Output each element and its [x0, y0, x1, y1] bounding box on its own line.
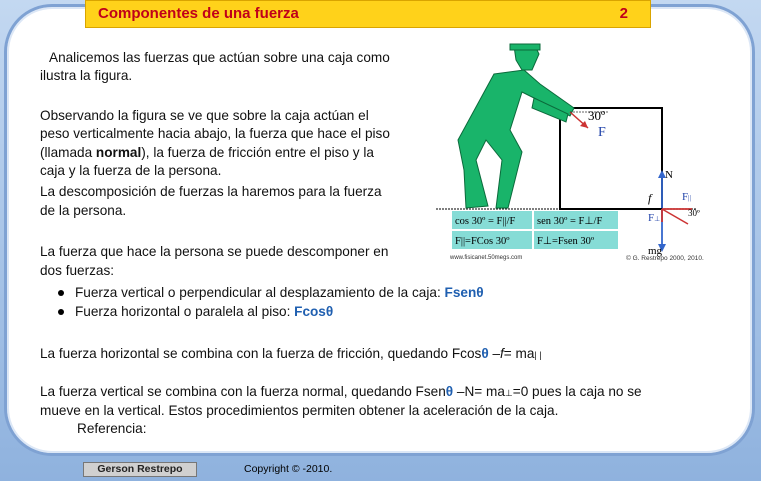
theta-symbol: θ: [481, 346, 489, 361]
bullet-dot: [58, 309, 64, 315]
horizontal-minus: –: [488, 346, 501, 361]
bullet-horizontal-text: Fuerza horizontal o paralela al piso:: [75, 304, 295, 319]
observe-line-5: La descomposición de fuerzas la haremos para la fuerza: [40, 184, 382, 199]
theta-symbol: θ: [445, 384, 454, 399]
figure-credit-right: © G. Restrepo 2000, 2010.: [626, 255, 704, 262]
vertical-post: –N= ma: [453, 384, 505, 399]
force-diagram: [436, 40, 716, 266]
observe-line-3-pre: (llamada: [40, 145, 96, 160]
decompose-line-2: dos fuerzas:: [40, 263, 115, 278]
intro-line-2: ilustra la figura.: [40, 68, 133, 83]
bullet-vertical-text: Fuerza vertical o perpendicular al desplazamiento de la caja:: [75, 285, 445, 300]
box: [560, 108, 662, 209]
horizontal-pre: La fuerza horizontal se combina con la fuerza de fricción, quedando Fcos: [40, 346, 482, 361]
angle-right-label: 30º: [688, 208, 700, 218]
figure-credit-left: www.fisicanet.50megs.com: [450, 255, 523, 261]
formula-text-2: sen 30º = F⊥/F: [537, 216, 603, 227]
vertical-line-2: mueve en la vertical. Estos procedimientos permiten obtener la aceleración de la caja.: [40, 403, 559, 418]
page-title: Componentes de una fuerza: [98, 5, 299, 22]
normal-label: N: [665, 169, 673, 181]
bullet-dot: [58, 290, 64, 296]
weight-label: mg: [648, 245, 663, 257]
force-left-label: F: [598, 125, 606, 140]
force-right-arrow: [662, 209, 688, 224]
friction-symbol: f: [500, 346, 504, 361]
formula-text-1: cos 30º = F||/F: [455, 216, 516, 227]
angle-left-label: 30º: [588, 108, 606, 123]
intro-line-1: Analicemos las fuerzas que actúan sobre una caja como: [49, 50, 390, 65]
formula-text-3: F||=FCos 30º: [455, 236, 510, 247]
force-perp-label: F⊥: [648, 212, 661, 224]
horizontal-eq: = ma: [503, 346, 535, 361]
vertical-equation: [40, 383, 642, 402]
reference-label: Referencia:: [77, 421, 147, 436]
bullet-horizontal: [75, 303, 333, 321]
observe-line-1: Observando la figura se ve que sobre la caja actúan el: [40, 108, 369, 123]
bullet-vertical: [75, 284, 484, 302]
fcos-term: Fcosθ: [294, 304, 334, 319]
observe-line-4: caja y la fuerza de la persona.: [40, 163, 222, 178]
decompose-line-1: La fuerza que hace la persona se puede descomponer en: [40, 244, 389, 259]
observe-line-3: [40, 144, 374, 162]
author-badge: Gerson Restrepo: [83, 462, 197, 477]
page-number: 2: [619, 5, 628, 22]
observe-line-2: peso verticalmente hacia abajo, la fuerza que hace el piso: [40, 126, 390, 141]
parallel-subscript: | |: [534, 350, 542, 360]
formula-text-4: F⊥=Fsen 30º: [537, 236, 595, 247]
friction-label: f: [648, 191, 652, 205]
observe-line-3-post: ), la fuerza de fricción entre el piso y la: [141, 145, 374, 160]
perp-subscript: ⊥: [504, 388, 513, 398]
vertical-pre: La fuerza vertical se combina con la fuerza normal, quedando Fsen: [40, 384, 446, 399]
normal-term: normal: [95, 145, 142, 160]
force-par-label: F||: [682, 191, 691, 203]
person-figure: [458, 44, 574, 208]
observe-line-6: de la persona.: [40, 203, 127, 218]
horizontal-equation: [40, 345, 542, 364]
vertical-tail: =0 pues la caja no se: [512, 384, 642, 399]
title-bar: [85, 0, 651, 28]
fsen-term: Fsenθ: [444, 285, 484, 300]
copyright-text: Copyright © -2010.: [244, 463, 333, 475]
